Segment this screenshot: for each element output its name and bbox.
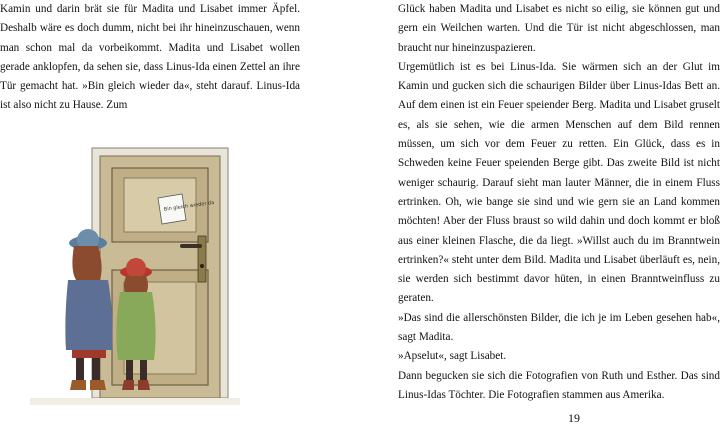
right-page: [398, 0, 720, 429]
right-paragraph-2: Urgemütlich ist es bei Linus-Ida. Sie wärmen sich an der Glut im Kamin und gucken sich die schaurigen Bilder über Linus-Idas Bett an. Auf dem einen ist ein Feuer speiender Berg. Madita und Lisabet gruselt es, als sie sehen, wie die armen Menschen auf dem Bild rennen müssen, um sich vor dem Feuer zu retten. Ein Glück, dass es in Schweden keine Feuer speienden Berge gibt. Das zweite Bild ist nicht weniger schaurig. Darauf sieht man lauter Männer, die in einem Fluss ertrinken. Oh, wie bange sie sind und wie gern sie an Land kommen möchten! Aber der Fluss braust so wild dahin und doch kommt er bloß aus einer kleinen Flasche, die da liegt. »Willst auch du im Branntwein ertrinken?« steht unter dem Bild. Madita und Lisabet überläuft es, nein, sie werden sich bestimmt davor hüten, in einen Branntweinfluss zu geraten.: [398, 60, 720, 305]
page-number: 19: [568, 411, 580, 425]
right-paragraph-5: Dann begucken sie sich die Fotografien von Ruth und Esther. Das sind Linus-Idas Töchter. Die Fotografien stammen aus Amerika.: [398, 369, 720, 401]
left-paragraph: Kamin und darin brät sie für Madita und Lisabet immer Äpfel. Deshalb wäre es doch dumm, nicht bei ihr hineinzuschauen, wenn man schon mal da vorbeikommt. Madita und Lisabet wollen gerade anklopfen, da sehen sie, dass Linus-Ida einen Zettel an ihre Tür gemacht hat. »Bin gleich wieder da«, steht darauf. Linus-Ida ist also nicht zu Hause. Zum: [0, 3, 300, 112]
right-paragraph-3: »Das sind die allerschönsten Bilder, die ich je im Leben gesehen hab«, sagt Madita.: [398, 311, 720, 344]
left-page: [0, 0, 300, 429]
right-paragraph-1: Glück haben Madita und Lisabet es nicht so eilig, sie können gut und gern ein Weilchen warten. Und die Tür ist nicht abgeschlossen, man braucht nur hineinzuspazieren.: [398, 3, 720, 54]
note-text: Bin gleich wieder da: [163, 199, 215, 213]
door-illustration: [30, 140, 240, 405]
door-handle: [180, 244, 202, 248]
right-paragraph-4: »Apselut«, sagt Lisabet.: [398, 350, 507, 363]
